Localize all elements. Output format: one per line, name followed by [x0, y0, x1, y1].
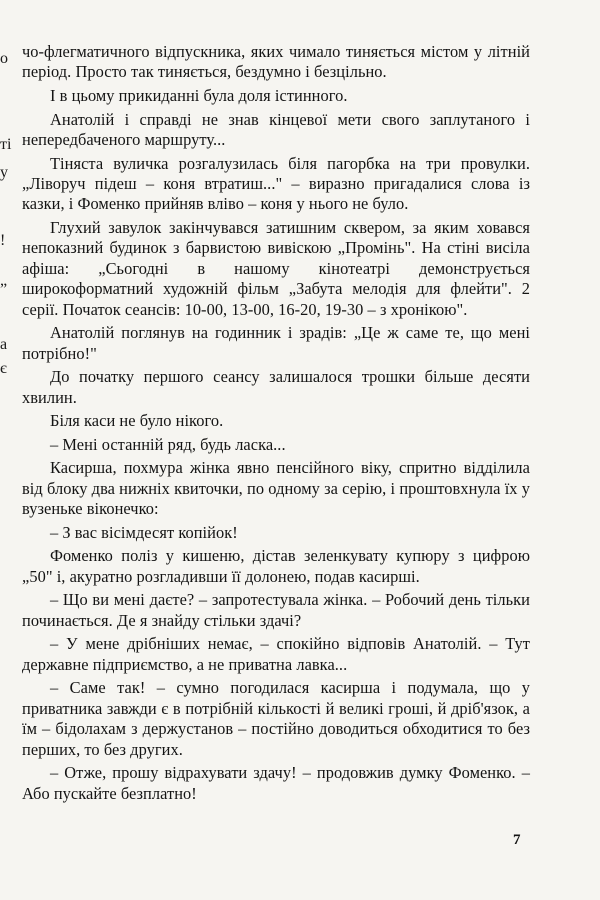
margin-fragment: „ — [0, 272, 8, 289]
body-text — [22, 42, 530, 807]
paragraph: Біля каси не було нікого. — [50, 411, 224, 431]
margin-fragment: ті — [0, 136, 12, 153]
left-margin-bleed — [0, 40, 18, 380]
paragraph: І в цьому прикиданні була доля істинного. — [50, 86, 348, 105]
paragraph: Касирша, похмура жінка явно пенсійного віку, спритно відділила від блоку два нижніх квиточки, по одному за серію, і проштовхнула їх у вузеньке віконечко: — [22, 458, 530, 519]
paragraph: – Мені останній ряд, будь ласка... — [50, 434, 286, 454]
page-number: 7 — [513, 832, 521, 848]
paragraph: Анатолій і справді не знав кінцевої мети свого заплутаного і непередбаченого маршруту... — [22, 109, 530, 149]
paragraph: – У мене дрібніших немає, – спокійно відповів Анатолій. – Тут державне підприємство, а не приватна лавка... — [22, 634, 530, 674]
paragraph: чо-флегматичного відпускника, яких чимало тиняється містом у літній період. Просто так тиняється, бездумно і безцільно. — [22, 42, 530, 82]
paragraph: Анатолій поглянув на годинник і зрадів: „Це ж саме те, що мені потрібно!" — [22, 323, 530, 363]
paragraph: Фоменко поліз у кишеню, дістав зеленкувату купюру з цифрою „50" і, акуратно розгладивши її долонею, подав касирші. — [22, 546, 530, 586]
paragraph: – З вас вісімдесят копійок! — [50, 522, 238, 542]
margin-fragment: о — [0, 50, 8, 67]
paragraph: – Отже, прошу відрахувати здачу! – продовжив думку Фоменко. – Або пускайте безплатно! — [22, 763, 530, 803]
paragraph: До початку першого сеансу залишалося трошки більше десяти хвилин. — [22, 367, 530, 407]
paragraph: – Що ви мені даєте? – запротестувала жінка. – Робочий день тільки починається. Де я знайду стільки здачі? — [22, 590, 530, 630]
paragraph: Глухий завулок закінчувався затишним сквером, за яким ховався непоказний будинок з барвистою вивіскою „Промінь". На стіні висіла афіша: „Сьогодні в нашому кінотеатрі демонструється широкоформатний художній фільм „Забута мелодія для флейти". 2 серії. Початок сеансів: 10-00, 13-00, 16-20, 19-30 – з хронікою". — [22, 218, 530, 319]
margin-fragment: у — [0, 164, 8, 181]
margin-fragment: а — [0, 336, 8, 353]
paragraph: Тіняста вуличка розгалузилась біля пагорбка на три провулки. „Ліворуч підеш – коня втратиш..." – виразно пригадалися слова із казки, і Фоменко прийняв вліво – коня у нього не було. — [22, 153, 530, 214]
margin-fragment: ! — [0, 232, 6, 249]
margin-fragment: є — [0, 360, 7, 377]
paragraph: – Саме так! – сумно погодилася касирша і подумала, що у приватника завжди є в потрібній кількості й великі гроші, й дріб'язок, а їм – бідолахам з держустанов – постійно доводиться обходитися то без перших, то без других. — [22, 678, 530, 759]
